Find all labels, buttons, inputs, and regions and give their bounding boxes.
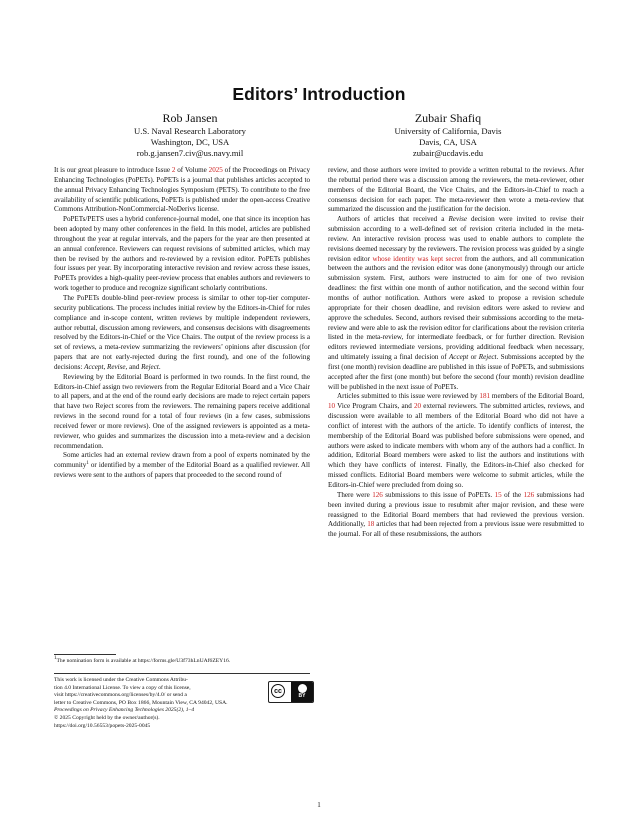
decision-reject: Reject [478,353,497,362]
text-span: Articles submitted to this issue were reviewed by [337,392,480,401]
text-span: Authors of articles that received a [337,215,449,224]
license-line: tion 4.0 International License. To view a copy of this license, [54,684,191,691]
author-affiliation: University of California, Davis [394,126,502,136]
author-email: rob.g.jansen7.civ@us.navy.mil [136,148,244,158]
cc-logo-icon: cc [271,684,285,698]
decision-revise: Revise [107,362,126,371]
volume-link[interactable]: 2025 [208,166,223,174]
by-label: BY [298,693,306,699]
license-divider [54,673,310,674]
doi-link[interactable]: https://doi.org/10.56553/popets-2025-0045 [54,722,151,729]
secret-identity-link[interactable]: whose identity was kept secret [372,254,463,263]
text-span: of the [501,490,524,499]
left-column [54,166,310,481]
footnote-marker[interactable]: 1 [86,461,89,467]
paragraph [328,392,584,490]
author-affiliation: U.S. Naval Research Laboratory [134,126,246,136]
paragraph [54,451,310,481]
text-span: submissions to this issue of PoPETs. [382,490,495,499]
text-span: decision were invited to revise their submission according to a well-defined set of revision criteria included in the meta-review. An interactive revision process was used to enable authors to complete the revisions deemed necessary by the reviewers. The revision process was guided by a single revision editor [328,215,584,263]
paper-title: Editors’ Introduction [232,84,406,104]
right-column [328,166,584,540]
proceedings-citation [54,707,310,715]
paragraph: Reviewing by the Editorial Board is performed in two rounds. In the first round, the Editors-in-Chief assign two reviewers from the Regular Editorial Board and a Vice Chair to all papers, and at the end of the round early decisions are made to reject certain papers that have two Reject scores from the reviewers. The remaining papers receive additional reviews in the second round for a total of four reviews (in a few cases, submissions received fewer or more reviews). One of the assigned reviewers is appointed as a meta-reviewer, who guides and summarizes the discussion into a meta-review and a decision recommendation. [54,372,310,450]
person-icon [298,684,307,693]
issue-link[interactable]: 2 [171,166,176,174]
text-span: . [158,362,161,371]
text-span: articles that had been rejected from a previous issue were resubmitted to the journal. For all of these resubmissions, the authors [328,520,584,539]
text-span: submissions had been invited during a previous issue to resubmit after major revision, and these were reassigned to the Editorial Board members that had reviewed the previous version. Additionally, [328,490,585,529]
license-line: letter to Creative Commons, PO Box 1866, Mountain View, CA 94042, USA. [54,699,228,706]
resubmit-total-link[interactable]: 126 [523,490,535,499]
footnote-number: 1 [54,656,57,661]
decision-reject: Reject [141,362,159,371]
author-email: zubair@ucdavis.edu [412,148,484,158]
text-span: . Submissions accepted by the first (one month) revision deadline are published in this issue of PoPETs, and submissions accepted after the first (one month) but before the second (four month) revision deadline will be published in the next issue of PoPETs. [328,353,584,391]
cc-by-badge[interactable] [268,681,314,703]
author-block-1 [65,110,315,159]
decision-revise: Revise [448,215,467,224]
paragraph [54,294,310,373]
external-reviewers-link[interactable]: 20 [413,402,422,411]
copyright-line: © 2025 Copyright held by the owner/author(s). [54,714,160,721]
footnote [54,658,310,666]
paragraph [328,491,584,540]
text-span: , and [125,362,142,371]
author-location: Washington, DC, USA [150,137,230,147]
text-span: It is our great pleasure to introduce Issue [54,166,172,174]
text-span: There were [337,490,373,499]
rejected-resubmitted-link[interactable]: 18 [367,520,375,529]
proceedings-name: Proceedings on Privacy Enhancing Technologies 2025(2), 1–4 [54,707,195,714]
vice-chairs-link[interactable]: 10 [328,402,336,411]
by-attribution-icon [291,682,313,702]
author-location: Davis, CA, USA [419,137,477,147]
paragraph: review, and those authors were invited to provide a written rebuttal to the reviews. After the rebuttal period there was a discussion among the reviewers, the meta-reviewer, other members of the Editorial Board, the Vice Chairs, and the Editors-in-Chief to reach a consensus decision for each paper. The meta-reviewer then wrote a meta-review that summarized the discussion and the justification for the decision. [328,166,584,214]
author-block-2 [323,110,573,159]
decision-accept: Accept [84,362,104,371]
author-name: Zubair Shafiq [414,111,482,125]
author-name: Rob Jansen [162,111,218,125]
page-number: 1 [317,801,321,809]
text-span: members of the Editorial Board, [490,392,584,401]
footnote-divider [54,654,116,655]
license-line: This work is licensed under the Creative Commons Attribu- [54,677,188,683]
resubmit-invited-link[interactable]: 15 [494,490,502,499]
paragraph: PoPETs/PETS uses a hybrid conference-journal model, one that since its inception has been adopted by many other conferences in the field. In this model, articles are published throughout the year at regular intervals, and the papers for the year are then presented at an annual conference. Reviewers can request revisions of submitted articles, which may then be revised by the authors and re-reviewed by a revision editor. PoPETs publishes four issues per year. By incorporating interactive revision and review across these issues, PoPETs provides a high-quality peer-review process that enables authors and reviewers to work together to produce and recognize significant scholarly contributions. [54,215,310,293]
paragraph [54,166,310,215]
text-span: or identified by a member of the Editorial Board as a qualified reviewer. All reviews were sent to the authors of papers that proceeded to the second round of [54,461,310,480]
text-span: Some articles had an external review drawn from a pool of experts nominated by the community [54,451,310,470]
text-span: of the Proceedings on Privacy Enhancing Technologies (PoPETs). PoPETs is a journal that publishes articles accepted to the annual Privacy Enhancing Technologies Symposium (PETS). To contribute to the free availability of scientific publications, PoPETs is published under the open-access Creative Commons Attribution-NonCommercial-NoDerivs license. [54,166,310,214]
text-span: , [103,362,107,371]
license-url-line[interactable]: visit https://creativecommons.org/licenses/by/4.0/ or send a [54,692,187,699]
footnote-text: The nomination form is available at https://forms.gle/U3f73hLnUAf6ZEY16. [56,658,231,664]
board-members-link[interactable]: 181 [479,392,491,401]
text-span: The PoPETs double-blind peer-review process is similar to other top-tier computer-security publications. The process includes initial review by the Editors-in-Chief for rules compliance and in-scope content, written reviews by multiple independent reviewers, author rebuttal, discussion among reviewers, and consensus decisions with disagreements resolved by the Editors-in-Chief or the Vice Chairs. The output of the review process is a set of reviews, a meta-review summarizing the reviewers’ opinions after discussion (for papers that are not early-rejected during the first round), and one of the following decisions: [54,293,310,371]
submissions-link[interactable]: 126 [372,490,383,499]
text-span: external reviewers. The submitted articles, reviews, and discussion were available to all members of the Editorial Board who did not have a conflict of interest with the authors of the article. To identify conflicts of interest, the membership of the Editorial Board was published before submissions were opened, and authors were asked to indicate members with whom any of the authors had a conflict. In addition, Editorial Board members were asked to list the authors and institutions with which they have conflicts of interest. Finally, the Editors-in-Chief also checked for missed conflicts. Editorial Board members were welcome to submit articles, while the Editors-in-Chief were precluded from doing so. [328,402,584,489]
text-span: of Volume [175,166,209,174]
decision-accept: Accept [448,353,469,362]
paragraph [328,215,584,392]
text-span: Vice Program Chairs, and [335,402,414,411]
text-span: or [468,353,479,362]
text-span: from the authors, and all communication between the authors and the revision editor was done (anonymously) through our article submission system. First, authors were instructed to aim for one of two revision deadlines: the first within one month of author notification, and the second within four months of author notification. Authors were asked to propose a revision schedule appropriate for their chosen deadline, and revision editors were asked to review and approve the schedules. Second, authors revised their submissions according to the meta-review and were able to ask the revision editor for clarifications about the revision criteria listed in the meta-review, for intermediate feedback, or for further direction. Revision editors reviewed intermediate versions, providing additional feedback when necessary, and ultimately issuing a final decision of [328,254,585,362]
